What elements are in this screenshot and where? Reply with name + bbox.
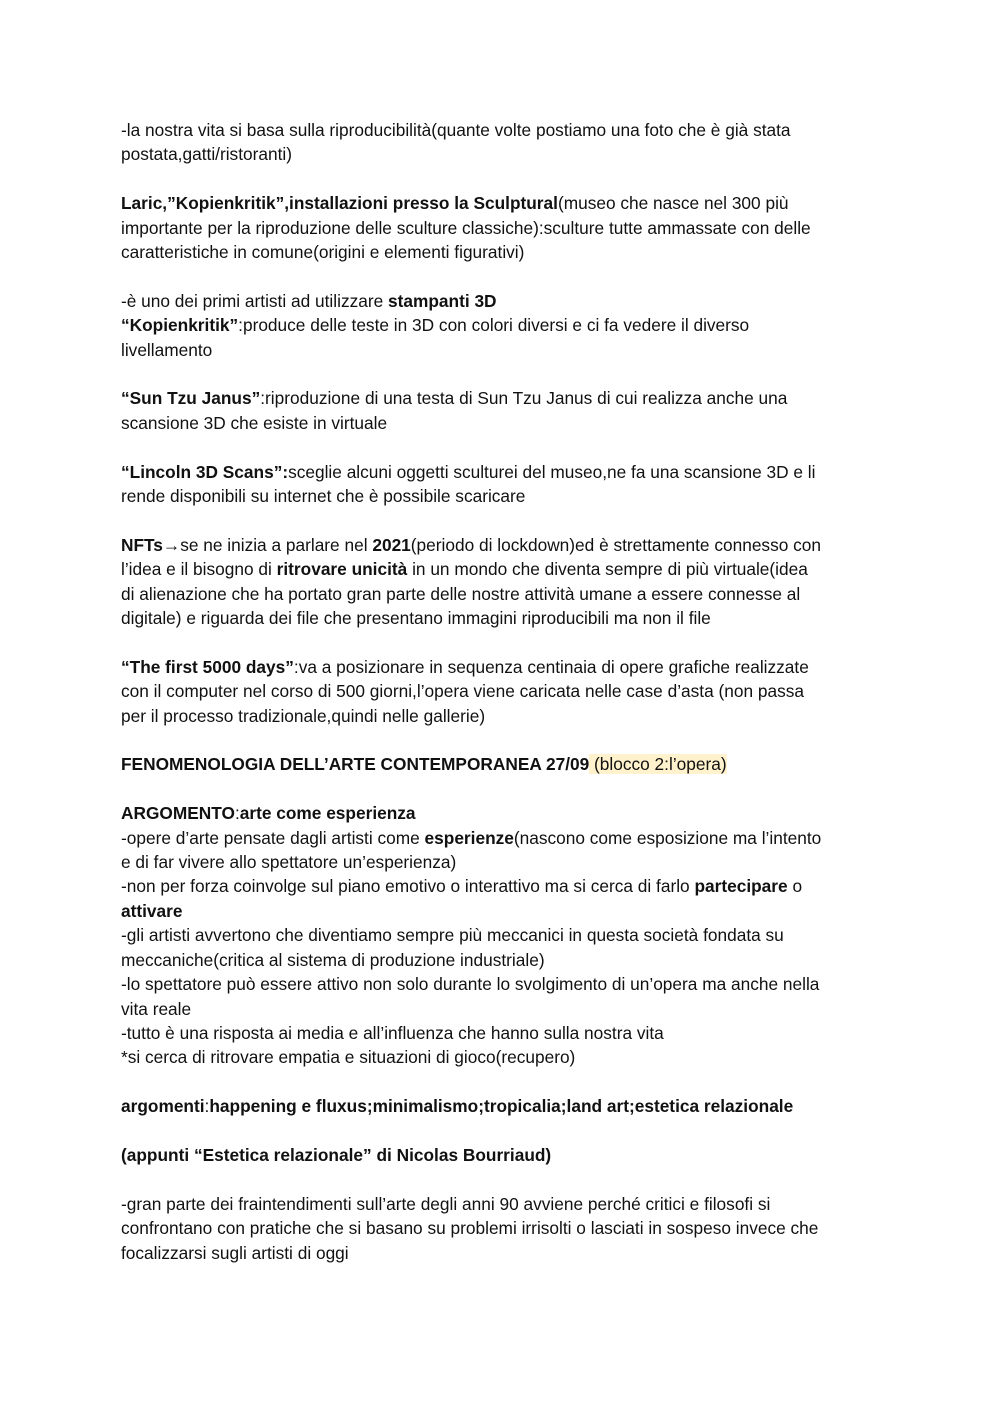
- text-span: meccaniche(critica al sistema di produzione industriale): [121, 949, 545, 970]
- text-line: [121, 1241, 881, 1265]
- bold-text: ARGOMENTO: [121, 803, 235, 824]
- text-line: [121, 655, 881, 679]
- text-span: digitale) e riguarda dei file che presentano immagini riproducibili ma non il file: [121, 608, 711, 629]
- bold-text: arte come esperienza: [239, 803, 416, 824]
- paragraph-gap: [121, 508, 881, 532]
- paragraph-gap: [121, 264, 881, 288]
- text-span: :: [234, 803, 240, 824]
- text-line: [121, 704, 881, 728]
- text-line: [121, 997, 881, 1021]
- bold-text: partecipare: [694, 876, 788, 897]
- paragraph-gap: [121, 362, 881, 386]
- bold-text: (appunti “Estetica relazionale” di Nicolas Bourriaud): [121, 1144, 552, 1165]
- bold-text: 2021: [372, 534, 411, 555]
- text-span: -lo spettatore può essere attivo non solo durante lo svolgimento di un’opera ma anche nella: [121, 974, 820, 995]
- highlighted-text: (blocco 2:l’opera): [589, 754, 727, 775]
- text-line: [121, 386, 881, 410]
- text-span: -è uno dei primi artisti ad utilizzare: [121, 290, 389, 311]
- paragraph-gap: [121, 728, 881, 752]
- text-line: [121, 972, 881, 996]
- text-line: [121, 313, 881, 337]
- text-span: confrontano con pratiche che si basano su problemi irrisolti o lasciati in sospeso invece che: [121, 1218, 819, 1239]
- text-line: [121, 411, 881, 435]
- text-line: [121, 191, 881, 215]
- text-line: [121, 826, 881, 850]
- paragraph-gap: [121, 1070, 881, 1094]
- text-line: [121, 142, 881, 166]
- bold-text: “Kopienkritik”: [121, 315, 239, 336]
- text-line: [121, 557, 881, 581]
- text-line: [121, 460, 881, 484]
- text-line: [121, 484, 881, 508]
- text-span: :produce delle teste in 3D con colori diversi e ci fa vedere il diverso: [238, 315, 750, 336]
- bold-text: attivare: [121, 900, 183, 921]
- text-line: [121, 533, 881, 557]
- text-span: -non per forza coinvolge sul piano emotivo o interattivo ma si cerca di farlo: [121, 876, 695, 897]
- paragraph-gap: [121, 1167, 881, 1191]
- bold-text: “Sun Tzu Janus”: [121, 388, 261, 409]
- text-line: [121, 899, 881, 923]
- text-line: [121, 338, 881, 362]
- text-line: [121, 1094, 881, 1118]
- text-span: o: [787, 876, 803, 897]
- text-span: -gran parte dei fraintendimenti sull’arte degli anni 90 avviene perché critici e filosofi si: [121, 1193, 771, 1214]
- text-span: di alienazione che ha portato gran parte delle nostre attività umane a essere connesse al: [121, 583, 801, 604]
- section-heading: [121, 752, 881, 776]
- text-span: :: [204, 1096, 210, 1117]
- text-line: [121, 289, 881, 313]
- document-page: [121, 118, 881, 1265]
- bold-text: “Lincoln 3D Scans”:: [121, 461, 289, 482]
- text-span: l’idea e il bisogno di: [121, 559, 277, 580]
- text-line: [121, 850, 881, 874]
- text-span: per il processo tradizionale,quindi nelle gallerie): [121, 705, 486, 726]
- text-span: in un mondo che diventa sempre di più virtuale(idea: [407, 559, 808, 580]
- text-span: caratteristiche in comune(origini e elementi figurativi): [121, 242, 525, 263]
- bold-text: “The first 5000 days”: [121, 656, 294, 677]
- text-span: e di far vivere allo spettatore un’esperienza): [121, 852, 457, 873]
- text-span: postata,gatti/ristoranti): [121, 144, 292, 165]
- bold-text: Laric,”Kopienkritik”,installazioni presso la Sculptural: [121, 193, 558, 214]
- paragraph-gap: [121, 1119, 881, 1143]
- paragraph-gap: [121, 167, 881, 191]
- text-line: [121, 1021, 881, 1045]
- text-span: -tutto è una risposta ai media e all’influenza che hanno sulla nostra vita: [121, 1022, 664, 1043]
- text-span: con il computer nel corso di 500 giorni,l’opera viene caricata nelle case d’asta (non passa: [121, 681, 804, 702]
- bold-text: stampanti 3D: [388, 290, 497, 311]
- text-span: :riproduzione di una testa di Sun Tzu Janus di cui realizza anche una: [260, 388, 788, 409]
- bold-text: FENOMENOLOGIA DELL’ARTE CONTEMPORANEA 27/09: [121, 754, 590, 775]
- text-line: [121, 948, 881, 972]
- text-span: vita reale: [121, 998, 192, 1019]
- text-span: -gli artisti avvertono che diventiamo sempre più meccanici in questa società fondata su: [121, 925, 784, 946]
- text-span: (nascono come esposizione ma l’intento: [513, 827, 822, 848]
- text-span: sceglie alcuni oggetti sculturei del museo,ne fa una scansione 3D e li: [288, 461, 816, 482]
- text-line: [121, 923, 881, 947]
- text-line: [121, 801, 881, 825]
- text-line: [121, 216, 881, 240]
- paragraph-gap: [121, 630, 881, 654]
- bold-text: happening e fluxus;minimalismo;tropicalia;land art;estetica relazionale: [209, 1096, 794, 1117]
- text-span: *si cerca di ritrovare empatia e situazioni di gioco(recupero): [121, 1047, 576, 1068]
- text-line: [121, 1143, 881, 1167]
- text-line: [121, 118, 881, 142]
- text-line: [121, 582, 881, 606]
- text-span: (museo che nasce nel 300 più: [557, 193, 789, 214]
- bold-text: argomenti: [121, 1096, 205, 1117]
- text-line: [121, 240, 881, 264]
- text-span: :va a posizionare in sequenza centinaia di opere grafiche realizzate: [293, 656, 809, 677]
- text-span: focalizzarsi sugli artisti di oggi: [121, 1242, 349, 1263]
- text-span: scansione 3D che esiste in virtuale: [121, 412, 388, 433]
- text-line: [121, 1192, 881, 1216]
- text-span: (periodo di lockdown)ed è strettamente connesso con: [410, 534, 821, 555]
- paragraph-gap: [121, 435, 881, 459]
- text-line: [121, 1045, 881, 1069]
- text-line: [121, 679, 881, 703]
- text-line: [121, 606, 881, 630]
- paragraph-gap: [121, 777, 881, 801]
- text-span: rende disponibili su internet che è possibile scaricare: [121, 486, 526, 507]
- text-span: importante per la riproduzione delle sculture classiche):sculture tutte ammassate con delle: [121, 217, 811, 238]
- text-span: -opere d’arte pensate dagli artisti come: [121, 827, 425, 848]
- text-line: [121, 1216, 881, 1240]
- bold-text: esperienze: [424, 827, 514, 848]
- text-span: -la nostra vita si basa sulla riproducibilità(quante volte postiamo una foto che è già stata: [121, 120, 791, 140]
- text-span: livellamento: [121, 339, 213, 360]
- bold-text: NFTs: [121, 534, 163, 555]
- text-line: [121, 874, 881, 898]
- text-span: →se ne inizia a parlare nel: [162, 534, 373, 555]
- bold-text: ritrovare unicità: [276, 559, 408, 580]
